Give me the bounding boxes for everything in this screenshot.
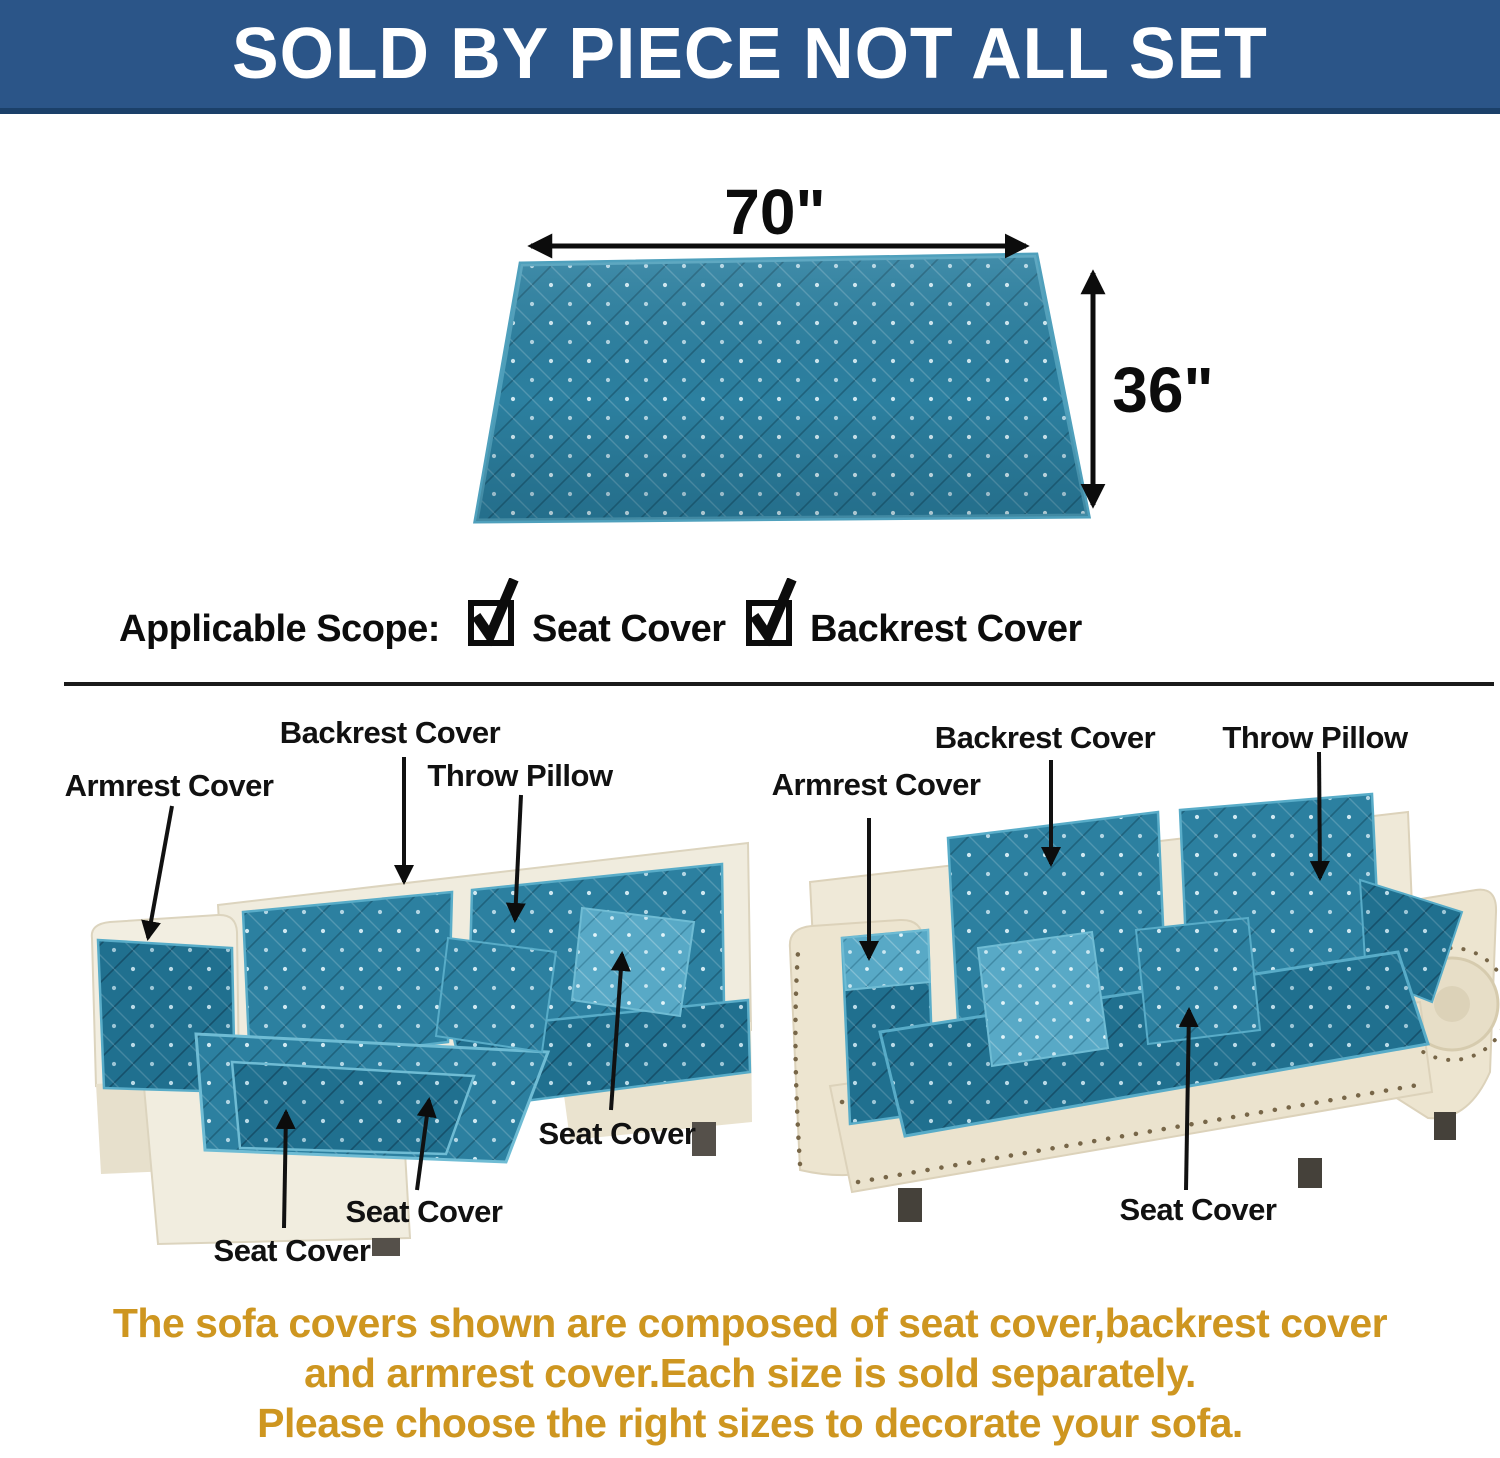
footer-line: Please choose the right sizes to decorate your sofa.	[257, 1400, 1243, 1446]
checkbox-checked-icon	[744, 578, 800, 650]
width-dimension-label: 70"	[724, 176, 826, 248]
right-sofa-leg	[1298, 1158, 1322, 1188]
right-sofa-illustration	[790, 794, 1500, 1222]
height-dimension-label: 36"	[1112, 354, 1214, 426]
fabric-swatch	[476, 246, 1093, 521]
scope-item-seat-cover: Seat Cover	[532, 608, 726, 650]
right-armrest-cover-flap	[842, 930, 930, 990]
left-sofa-leg	[692, 1122, 716, 1156]
left-seat-front-arrow	[284, 1112, 286, 1228]
left-chaise-seat-cover-overlap	[232, 1062, 474, 1154]
banner-title: SOLD BY PIECE NOT ALL SET	[232, 14, 1268, 94]
right-sofa-leg	[1434, 1112, 1456, 1140]
right-throw-pillow	[1136, 918, 1260, 1044]
left-throw-pillow-label: Throw Pillow	[427, 758, 613, 793]
left-backrest-cover-label: Backrest Cover	[279, 715, 501, 750]
right-backrest-cover-label: Backrest Cover	[934, 720, 1156, 755]
left-seat-cover-label: Seat Cover	[345, 1194, 503, 1229]
left-throw-pillow	[572, 908, 694, 1016]
footer-line: The sofa covers shown are composed of seat cover,backrest cover	[112, 1300, 1388, 1346]
left-sofa-leg	[372, 1238, 400, 1256]
right-sofa-leg	[898, 1188, 922, 1222]
right-seat-cover-label: Seat Cover	[1119, 1192, 1277, 1227]
left-throw-pillow	[436, 938, 556, 1052]
footer-note	[0, 1298, 1500, 1448]
left-seat-cover-label: Seat Cover	[538, 1116, 696, 1151]
left-seat-cover-label: Seat Cover	[213, 1233, 371, 1268]
checkbox-checked-icon	[466, 578, 522, 650]
section-divider	[64, 682, 1494, 686]
right-throw-pillow-arrow	[1319, 752, 1320, 878]
scope-item-backrest-cover: Backrest Cover	[810, 608, 1082, 650]
left-armrest-cover-label: Armrest Cover	[64, 768, 274, 803]
right-armrest-cover-label: Armrest Cover	[771, 767, 981, 802]
right-sofa-arm-scroll-center	[1434, 986, 1470, 1022]
applicable-scope-title: Applicable Scope:	[119, 608, 440, 650]
right-throw-pillow	[978, 932, 1108, 1066]
footer-line: and armrest cover.Each size is sold separately.	[304, 1350, 1196, 1396]
right-throw-pillow-label: Throw Pillow	[1222, 720, 1408, 755]
